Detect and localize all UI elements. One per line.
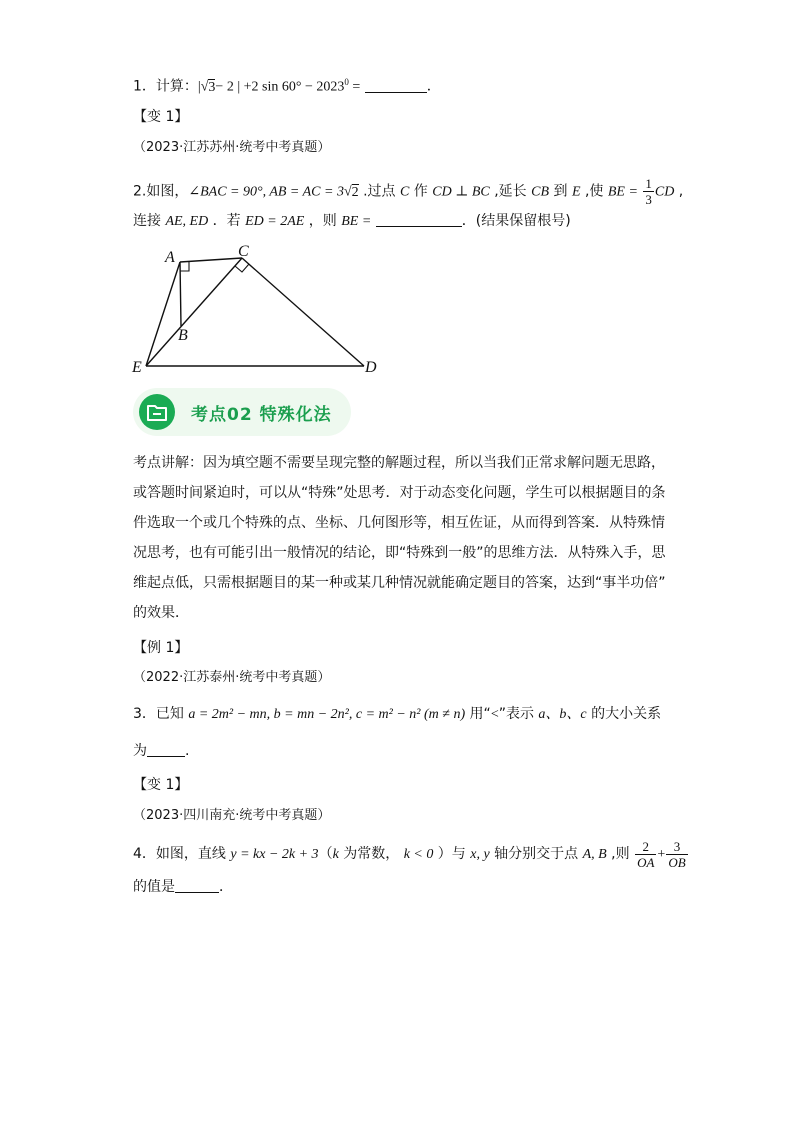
question-3-line-1 (133, 704, 661, 725)
q4-points: A, B (582, 847, 607, 862)
source-note: （2022·江苏泰州·统考中考真题） (133, 670, 331, 685)
q3-text: 为 (133, 743, 147, 759)
q1-prefix: 1．计算： (133, 78, 198, 95)
q4-k-condition: k < 0 (403, 847, 434, 862)
q2-segment: CD (654, 184, 675, 200)
q3-text: . (185, 743, 190, 759)
label-c: C (238, 243, 249, 260)
q3-given: a = 2m² − mn, b = mn − 2n², c = m² − n² (m ≠ n) (188, 707, 466, 722)
q2-radicand: 2 (351, 184, 359, 200)
q2-prefix: 2.如图， (133, 183, 189, 200)
q2-text: ，则 (304, 213, 342, 229)
q1-abs-open: | (197, 79, 201, 95)
explanation-line: 或答题时间紧迫时，可以从“特殊”处思考．对于动态变化问题，学生可以根据题目的条 (133, 485, 666, 501)
q4-k: k (332, 847, 339, 862)
q4-text: 轴分别交于点 (489, 846, 583, 862)
segment-cd (242, 258, 364, 366)
q3-text: ”表示 (498, 706, 539, 722)
q2-segment: CB (531, 184, 550, 200)
q2-be: BE = (607, 184, 638, 200)
explanation-line: 的效果． (133, 605, 189, 621)
explanation-paragraph (133, 448, 673, 628)
q2-text: ．若 (208, 213, 246, 229)
fraction-numerator: 3 (666, 839, 687, 855)
q1-exponent: 0 (344, 77, 349, 87)
q2-text: 作 (409, 183, 433, 200)
q1-end: ． (426, 78, 441, 95)
q3-prefix: 3．已知 (133, 706, 189, 722)
question-4-line-1 (133, 838, 689, 871)
q3-lt: < (490, 707, 499, 722)
q1-expression: − 2 | +2 sin 60° − 2023 (215, 79, 345, 95)
label-e: E (132, 359, 142, 376)
example-label: 【例 1】 (133, 640, 189, 656)
answer-blank[interactable] (175, 878, 219, 893)
answer-blank[interactable] (147, 742, 185, 757)
label-b: B (178, 327, 188, 344)
fraction-numerator: 1 (645, 176, 652, 191)
question-3-line-2 (133, 741, 189, 761)
q2-be: BE = (341, 214, 372, 229)
fraction (643, 176, 654, 207)
label-d: D (365, 359, 377, 376)
explanation-line: 考点讲解：因为填空题不需要呈现完整的解题过程，所以当我们正常求解问题无思路， (133, 455, 665, 471)
source-note: （2023·四川南充·统考中考真题） (133, 808, 331, 823)
fraction-numerator: 2 (635, 839, 656, 855)
section-banner (133, 388, 351, 436)
question-1 (133, 72, 441, 98)
answer-blank[interactable] (365, 78, 427, 93)
q2-text: 到 (549, 183, 572, 200)
geometry-figure (128, 240, 388, 378)
question-2-line-1 (133, 176, 683, 207)
plus-sign: + (657, 847, 666, 862)
q2-text: ．(结果保留根号) (461, 213, 571, 229)
explanation-line: 维起点低，只需根据题目的某一种或某几种情况就能确定题目的答案，达到“事半功倍” (133, 575, 666, 591)
q2-text: , (674, 183, 684, 200)
fraction-denominator: OB (668, 854, 686, 870)
variant-label: 【变 1】 (133, 109, 189, 125)
q2-text: .过点 (358, 183, 401, 200)
q2-condition: ED = 2AE (245, 214, 305, 229)
fraction-denominator: 3 (645, 192, 652, 207)
q2-text: ,使 (580, 183, 608, 200)
q2-text: 连接 (133, 213, 166, 229)
q2-segments: AE, ED (165, 214, 209, 229)
segment-ce (146, 258, 242, 366)
section-title: 考点02 特殊化法 (191, 405, 332, 425)
label-a: A (165, 249, 175, 266)
sqrt-sign: √ (343, 184, 352, 200)
q4-text: （ (318, 846, 333, 862)
answer-blank[interactable] (376, 212, 462, 227)
q3-text: 用“ (465, 706, 491, 722)
q4-text: 的值是 (133, 879, 175, 895)
q4-text: ,则 (606, 846, 635, 862)
q4-text: ）与 (433, 846, 471, 862)
segment-ab (180, 262, 181, 326)
folder-icon (139, 394, 175, 430)
sqrt-sign: √ (200, 79, 209, 95)
fraction (666, 839, 687, 870)
q3-text: 的大小关系 (586, 706, 662, 722)
segment-ae (146, 262, 180, 366)
fraction-denominator: OA (637, 854, 655, 870)
q4-text: 为常数， (338, 846, 404, 862)
q4-line-equation: y = kx − 2k + 3 (230, 847, 319, 862)
q4-text: ． (219, 879, 233, 895)
q2-perp: CD ⊥ BC (432, 184, 490, 200)
explanation-line: 件选取一个或几个特殊的点、坐标、几何图形等，相互佐证，从而得到答案．从特殊情 (133, 515, 665, 531)
explanation-line: 况思考，也有可能引出一般情况的结论，即“特殊到一般”的思维方法．从特殊入手，思 (133, 545, 666, 561)
right-angle-mark-c (235, 264, 249, 272)
q4-prefix: 4．如图，直线 (133, 846, 231, 862)
q4-axes: x, y (470, 847, 490, 862)
source-note: （2023·江苏苏州·统考中考真题） (133, 140, 331, 155)
question-4-line-2 (133, 877, 233, 897)
question-2-line-2 (133, 211, 571, 232)
q1-equals: = (348, 79, 361, 95)
q1-radicand: 3 (208, 79, 216, 95)
q2-text: ,延长 (489, 183, 532, 200)
q2-given: ∠BAC = 90°, AB = AC = 3 (188, 184, 344, 200)
q2-point: C (400, 184, 410, 200)
fraction (635, 839, 656, 870)
q3-vars: a、b、c (538, 707, 587, 722)
q2-point: E (571, 184, 581, 200)
variant-label: 【变 1】 (133, 777, 189, 793)
